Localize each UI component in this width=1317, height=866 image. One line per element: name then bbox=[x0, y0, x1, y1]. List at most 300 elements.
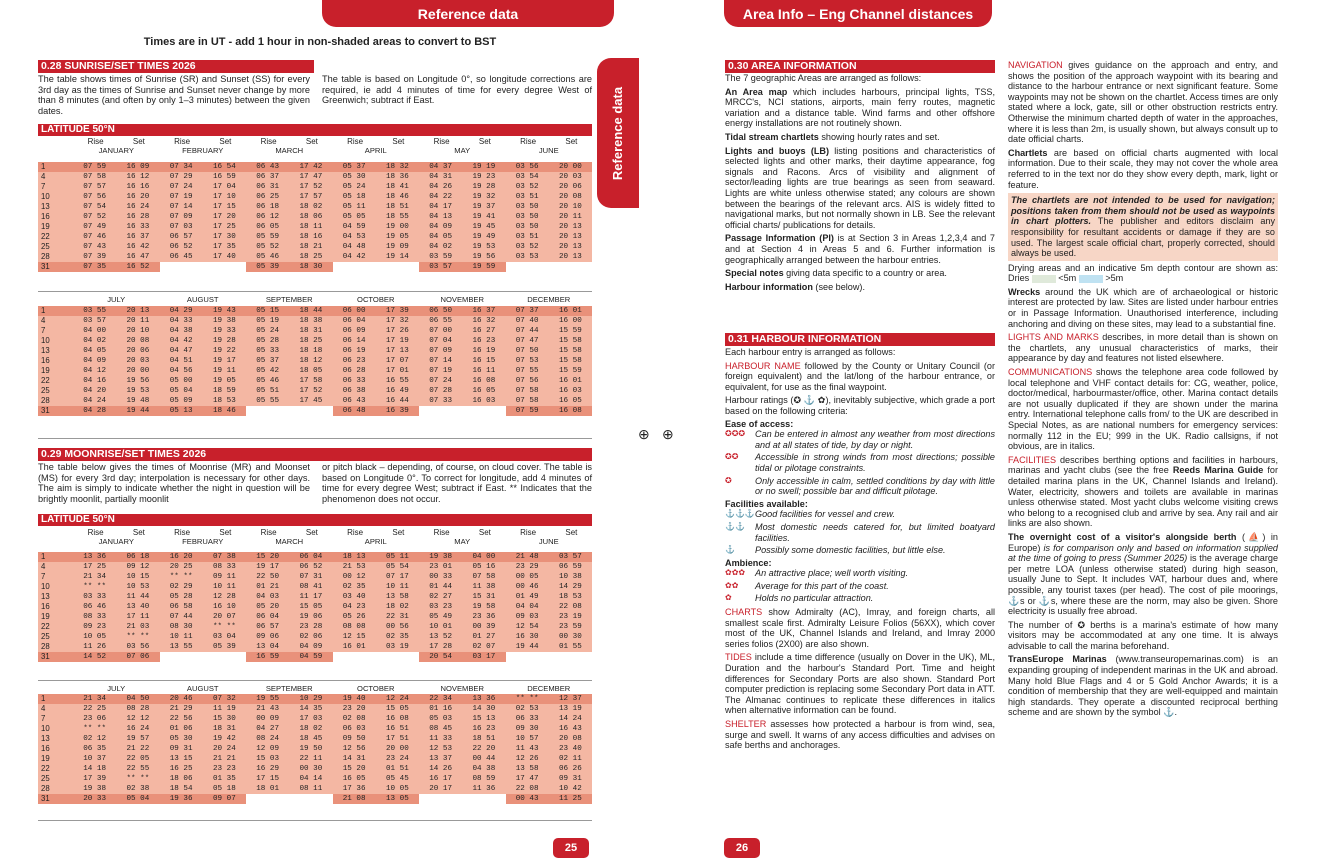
time-cell: 07 44 bbox=[506, 326, 549, 336]
time-cell: 21 48 bbox=[506, 552, 549, 562]
table-row bbox=[38, 182, 592, 192]
month-col bbox=[506, 137, 593, 157]
time-cell: 11 19 bbox=[203, 704, 246, 714]
time-cell: 04 09 bbox=[419, 222, 462, 232]
day-number: 22 bbox=[38, 622, 73, 632]
month-header bbox=[73, 137, 592, 157]
time-cell: 05 16 bbox=[462, 562, 505, 572]
list-text: Can be entered in almost any weather from most directions and at all states of tide, by day or night. bbox=[755, 429, 995, 450]
time-cell: 16 01 bbox=[549, 306, 592, 316]
time-cell: 23 23 bbox=[203, 764, 246, 774]
table-row bbox=[38, 262, 592, 272]
time-cell: 23 20 bbox=[333, 704, 376, 714]
time-cell: 19 48 bbox=[116, 396, 159, 406]
day-number: 22 bbox=[38, 232, 73, 242]
time-cell: 18 25 bbox=[289, 252, 332, 262]
time-cell: 04 48 bbox=[333, 242, 376, 252]
time-cell: 16 05 bbox=[333, 774, 376, 784]
time-cell: 04 27 bbox=[246, 724, 289, 734]
time-cell: 07 24 bbox=[160, 182, 203, 192]
time-cell: 03 55 bbox=[73, 306, 116, 316]
month-name: JUNE bbox=[538, 146, 559, 155]
time-cell: 05 24 bbox=[333, 182, 376, 192]
table-row bbox=[38, 232, 592, 242]
rise-label: Rise bbox=[260, 137, 277, 146]
time-cell: 06 37 bbox=[246, 172, 289, 182]
time-cell: 02 11 bbox=[549, 754, 592, 764]
time-cell: 05 59 bbox=[246, 232, 289, 242]
time-cell: 20 10 bbox=[549, 202, 592, 212]
time-cell: 05 18 bbox=[333, 192, 376, 202]
time-cell: 23 24 bbox=[376, 754, 419, 764]
time-cell: 04 33 bbox=[160, 316, 203, 326]
time-cell: 20 08 bbox=[116, 336, 159, 346]
time-cell: 20 13 bbox=[549, 222, 592, 232]
time-cell: ** ** bbox=[73, 724, 116, 734]
day-number: 4 bbox=[38, 704, 73, 714]
time-cell: 16 23 bbox=[462, 336, 505, 346]
table-row bbox=[38, 602, 592, 612]
time-cell: 09 11 bbox=[203, 572, 246, 582]
time-cell: 01 06 bbox=[160, 724, 203, 734]
time-cell: 10 57 bbox=[506, 734, 549, 744]
time-cell: 03 56 bbox=[506, 162, 549, 172]
time-cell: 07 50 bbox=[506, 346, 549, 356]
time-cell: 13 37 bbox=[419, 754, 462, 764]
time-cell: 17 47 bbox=[506, 774, 549, 784]
rise-label: Rise bbox=[433, 528, 450, 537]
time-cell: 17 57 bbox=[289, 192, 332, 202]
list-entry bbox=[725, 593, 995, 604]
table-divider bbox=[38, 820, 592, 821]
time-cell: 04 59 bbox=[333, 222, 376, 232]
time-cell: 15 05 bbox=[376, 704, 419, 714]
time-cell: 16 37 bbox=[462, 306, 505, 316]
dries-swatch bbox=[1032, 275, 1056, 283]
time-cell: 22 20 bbox=[462, 744, 505, 754]
time-cell: 07 04 bbox=[419, 336, 462, 346]
time-cell: 19 05 bbox=[376, 232, 419, 242]
month-header bbox=[73, 684, 592, 693]
time-cell: 07 37 bbox=[506, 306, 549, 316]
time-cell: 19 17 bbox=[246, 562, 289, 572]
time-cell: 02 29 bbox=[160, 582, 203, 592]
list-entry bbox=[725, 509, 995, 520]
table-row bbox=[38, 622, 592, 632]
time-cell: 04 16 bbox=[73, 376, 116, 386]
time-cell: 18 06 bbox=[160, 774, 203, 784]
time-cell: 16 54 bbox=[203, 162, 246, 172]
time-cell bbox=[506, 652, 549, 662]
time-cell: 03 57 bbox=[73, 316, 116, 326]
table-row bbox=[38, 212, 592, 222]
time-cell: 20 25 bbox=[160, 562, 203, 572]
time-cell: 18 32 bbox=[376, 162, 419, 172]
month-name: MAY bbox=[454, 537, 471, 546]
time-cell: 04 05 bbox=[419, 232, 462, 242]
time-cell: 18 13 bbox=[333, 552, 376, 562]
day-number: 13 bbox=[38, 346, 73, 356]
time-cell: 15 03 bbox=[246, 754, 289, 764]
set-label: Set bbox=[565, 137, 578, 146]
time-cell: 04 12 bbox=[73, 366, 116, 376]
time-cell: 08 24 bbox=[246, 734, 289, 744]
time-cell: 17 19 bbox=[376, 336, 419, 346]
time-cell: 17 45 bbox=[289, 396, 332, 406]
rise-set-labels bbox=[73, 137, 160, 146]
time-cell: 15 58 bbox=[549, 346, 592, 356]
list-entry bbox=[725, 429, 995, 450]
time-cell: 16 19 bbox=[462, 346, 505, 356]
time-cell: 16 08 bbox=[549, 406, 592, 416]
month-name: APRIL bbox=[364, 537, 387, 546]
table-divider bbox=[38, 680, 592, 681]
time-cell: 11 38 bbox=[462, 582, 505, 592]
time-cell: 15 20 bbox=[246, 552, 289, 562]
time-cell: 05 13 bbox=[160, 406, 203, 416]
rating-symbol-icon: ✿✿✿ bbox=[725, 568, 746, 578]
time-cell: 12 56 bbox=[333, 744, 376, 754]
month-name: OCTOBER bbox=[357, 295, 395, 304]
time-cell: 21 22 bbox=[116, 744, 159, 754]
time-cell: 13 36 bbox=[462, 694, 505, 704]
time-cell: 05 55 bbox=[246, 396, 289, 406]
time-cell: 00 05 bbox=[506, 572, 549, 582]
time-cell: 05 24 bbox=[246, 326, 289, 336]
month-name: NOVEMBER bbox=[440, 295, 484, 304]
time-cell: 19 57 bbox=[116, 734, 159, 744]
time-cell: 05 11 bbox=[376, 552, 419, 562]
time-cell: 19 40 bbox=[333, 694, 376, 704]
time-cell: 04 51 bbox=[160, 356, 203, 366]
time-cell: 22 31 bbox=[376, 612, 419, 622]
time-cell: 22 34 bbox=[419, 694, 462, 704]
time-cell: 19 42 bbox=[203, 734, 246, 744]
month-col bbox=[419, 528, 506, 548]
time-cell: 16 05 bbox=[549, 396, 592, 406]
time-cell: 07 58 bbox=[73, 172, 116, 182]
month-name: MARCH bbox=[275, 146, 304, 155]
time-cell: 17 10 bbox=[203, 192, 246, 202]
table-divider bbox=[38, 291, 592, 292]
time-cell: 16 16 bbox=[116, 182, 159, 192]
time-cell: 05 05 bbox=[333, 212, 376, 222]
month-name: MAY bbox=[454, 146, 471, 155]
time-cell: 19 49 bbox=[462, 232, 505, 242]
time-cell: 16 55 bbox=[376, 376, 419, 386]
list-text: Accessible in strong winds from most directions; possible tidal or pilotage constraints. bbox=[755, 452, 995, 473]
moon-title: 0.29 MOONRISE/SET TIMES 2026 bbox=[38, 448, 592, 461]
time-cell: 04 17 bbox=[419, 202, 462, 212]
time-cell: 16 08 bbox=[462, 376, 505, 386]
day-number: 25 bbox=[38, 242, 73, 252]
set-label: Set bbox=[305, 137, 318, 146]
time-cell: 18 31 bbox=[203, 724, 246, 734]
time-cell bbox=[203, 652, 246, 662]
time-cell: 08 45 bbox=[419, 724, 462, 734]
time-cell: 15 05 bbox=[289, 602, 332, 612]
time-cell bbox=[462, 794, 505, 804]
time-cell: 06 59 bbox=[549, 562, 592, 572]
time-cell: 21 34 bbox=[73, 694, 116, 704]
time-cell: 07 39 bbox=[73, 252, 116, 262]
crosshair-icon: ⊕ bbox=[638, 426, 650, 442]
right-banner: Area Info – Eng Channel distances bbox=[724, 0, 992, 27]
time-cell: 06 26 bbox=[549, 764, 592, 774]
time-cell: 01 21 bbox=[246, 582, 289, 592]
time-cell: 16 59 bbox=[203, 172, 246, 182]
time-cell: 17 11 bbox=[116, 612, 159, 622]
time-cell bbox=[549, 652, 592, 662]
time-cell: 06 33 bbox=[506, 714, 549, 724]
day-number: 10 bbox=[38, 192, 73, 202]
time-cell: 18 31 bbox=[289, 326, 332, 336]
harbour-title: 0.31 HARBOUR INFORMATION bbox=[725, 333, 995, 346]
list-entry bbox=[725, 476, 995, 497]
month-name: SEPTEMBER bbox=[265, 684, 313, 693]
day-number: 10 bbox=[38, 582, 73, 592]
day-number: 7 bbox=[38, 714, 73, 724]
time-cell: 07 58 bbox=[506, 396, 549, 406]
time-cell: 03 50 bbox=[506, 212, 549, 222]
rating-symbol-icon: ⚓ bbox=[725, 545, 735, 555]
month-name: JUNE bbox=[538, 537, 559, 546]
time-cell: 21 03 bbox=[116, 622, 159, 632]
right-column: NAVIGATION gives guidance on the approach and entry, and shows the position of the approach waypoint with its bearing and distance to the harbour entrance or next significant feature. Some waypoints may not be shown on the chartlet. Access times are only stated where a lock, gate, sill or other obstruction restricts entry. Otherwise the minimum charted depth of water in the approaches, where it is less than 2m, is usually shown, but always consult up to date official charts. Chartlets are based on official charts augmented with local information. Due to their scale, they may not cover the whole area referred to in the text nor do they show every depth, mark, light or feature. The chartlets are not intended to be used for navigation; positions taken from them should not be used as waypoints in chart plotters. The publisher and editors disclaim any responsibility for resultant accidents or damage if they are so used. The largest scale official chart, properly corrected, should always be used. Drying areas and an indicative 5m depth contour are shown as: Dries <5m >5m Wrecks around the UK which are of archaeological or historic interest are protected by law. Sites are listed under harbour entries or in Passage Information. Unauthorised interference, including anchoring and diving on these sites, may lead to a substantial fine. LIGHTS AND MARKS describes, in more detail than is shown on the chartlets, any unusual characteristics of marks, their appearance by day and features not listed elsewhere. COMMUNICATIONS shows the telephone area code followed by local telephone and VHF contact details for: CG, weather, police, doctor/medical, harbourmaster/office, other. Marina contact details are not usually duplicated if they are shown under the marina entry. International telephone calls from/ to the UK are described in Special Notes, as are national numbers for emergency services: normally 112 in the EU; 999 in the UK. Radio callsigns, if not obvious, are in italics. FACILITIES describes berthing options and facilities in harbours, marinas and yacht clubs (see the free Reeds Marina Guide for detailed marina plans in the UK, Channel Islands and Ireland). Water, electricity, showers and toilets are available in marinas unless otherwise stated. Most yacht clubs welcome visiting crews who belong to a recognised club and arrive by sea. Any rail and air links are also shown. The overnight cost of a visitor's alongside berth (⛵) in Europe) is for comparison only and based on information supplied at the time of going to press (Summer 2025) is the average charge per metre LOA (unless otherwise stated) during high season, usually June to Sept. It includes VAT, harbour dues and, where possible, any tourist taxes (per head). The cost of pile moorings, ⚓s or ⚓s, where these are the norm, may also be given. Shore electricity is usually free abroad. The number of ✪ berths is a marina's estimate of how many visitors may be accommodated at any one time. It is always advisable to call the marina beforehand. TransEurope Marinas (www.transeuropemarinas.com) is an expanding grouping of independent marinas in the UK and abroad. Many hold Blue Flags and 4 or 5 Gold Anchor Awards; it is a condition of membership that they are well-equipped and maintain high standards. They operate a discounted reciprocal berthing scheme and are shown by the symbol ⚓. bbox=[1008, 60, 1279, 718]
month-col bbox=[73, 528, 160, 548]
time-cell: 06 25 bbox=[246, 192, 289, 202]
table-row bbox=[38, 346, 592, 356]
time-cell: 03 57 bbox=[419, 262, 462, 272]
time-cell: 20 13 bbox=[549, 232, 592, 242]
time-cell: 04 42 bbox=[333, 252, 376, 262]
table-row bbox=[38, 306, 592, 316]
time-cell: 09 03 bbox=[506, 612, 549, 622]
time-cell: 04 47 bbox=[160, 346, 203, 356]
time-cell: 08 59 bbox=[462, 774, 505, 784]
set-label: Set bbox=[219, 528, 232, 537]
time-cell: 15 59 bbox=[549, 326, 592, 336]
month-name: APRIL bbox=[364, 146, 387, 155]
time-cell: 05 54 bbox=[376, 562, 419, 572]
time-cell: 16 15 bbox=[462, 356, 505, 366]
list-text: Possibly some domestic facilities, but little else. bbox=[755, 545, 946, 556]
time-cell: 17 30 bbox=[203, 232, 246, 242]
day-number: 19 bbox=[38, 754, 73, 764]
table-row bbox=[38, 336, 592, 346]
time-cell: 07 24 bbox=[419, 376, 462, 386]
time-cell: 16 23 bbox=[462, 724, 505, 734]
time-cell: 22 25 bbox=[73, 704, 116, 714]
rise-set-labels bbox=[160, 137, 247, 146]
table-row bbox=[38, 562, 592, 572]
time-cell: 16 00 bbox=[549, 316, 592, 326]
month-name: JANUARY bbox=[98, 146, 134, 155]
time-cell: 17 52 bbox=[289, 182, 332, 192]
day-number: 22 bbox=[38, 376, 73, 386]
time-cell: 11 36 bbox=[462, 784, 505, 794]
time-cell: 05 30 bbox=[160, 734, 203, 744]
time-cell: ** ** bbox=[203, 622, 246, 632]
time-cell: 18 53 bbox=[203, 396, 246, 406]
table-row bbox=[38, 642, 592, 652]
table-row bbox=[38, 242, 592, 252]
time-cell: 07 55 bbox=[506, 366, 549, 376]
time-cell: 09 31 bbox=[549, 774, 592, 784]
list-entry bbox=[725, 568, 995, 579]
time-cell: 10 38 bbox=[549, 572, 592, 582]
time-cell: 07 09 bbox=[160, 212, 203, 222]
time-cell: 07 31 bbox=[289, 572, 332, 582]
time-cell: 03 53 bbox=[506, 252, 549, 262]
time-cell: 18 11 bbox=[289, 222, 332, 232]
time-cell: 00 33 bbox=[419, 572, 462, 582]
time-cell: 07 59 bbox=[506, 406, 549, 416]
set-label: Set bbox=[132, 137, 145, 146]
time-cell: 05 51 bbox=[246, 386, 289, 396]
time-cell: 20 11 bbox=[116, 316, 159, 326]
time-cell: 05 30 bbox=[333, 172, 376, 182]
table-row bbox=[38, 572, 592, 582]
time-cell bbox=[246, 794, 289, 804]
time-cell: 20 10 bbox=[116, 326, 159, 336]
rise-set-labels bbox=[160, 528, 247, 537]
time-cell: 03 56 bbox=[116, 642, 159, 652]
time-cell: 07 09 bbox=[419, 346, 462, 356]
table-row bbox=[38, 694, 592, 704]
day-number: 7 bbox=[38, 326, 73, 336]
time-cell: 18 16 bbox=[289, 232, 332, 242]
table-row bbox=[38, 396, 592, 406]
time-cell bbox=[419, 406, 462, 416]
time-cell: 07 58 bbox=[462, 572, 505, 582]
time-cell: 19 53 bbox=[462, 242, 505, 252]
time-cell: 01 51 bbox=[376, 764, 419, 774]
time-cell: 12 28 bbox=[203, 592, 246, 602]
time-cell: 20 11 bbox=[549, 212, 592, 222]
time-cell: 00 56 bbox=[376, 622, 419, 632]
time-cell: 05 37 bbox=[246, 356, 289, 366]
table-row bbox=[38, 252, 592, 262]
time-cell: 17 52 bbox=[289, 386, 332, 396]
time-cell: 19 36 bbox=[160, 794, 203, 804]
time-cell: 05 46 bbox=[246, 252, 289, 262]
time-cell: 16 47 bbox=[116, 252, 159, 262]
time-cell: 17 39 bbox=[376, 306, 419, 316]
time-cell: 16 25 bbox=[160, 764, 203, 774]
time-cell: 21 08 bbox=[333, 794, 376, 804]
time-cell: 17 26 bbox=[376, 326, 419, 336]
time-cell: 18 54 bbox=[160, 784, 203, 794]
time-cell: 16 59 bbox=[246, 652, 289, 662]
month-name: SEPTEMBER bbox=[265, 295, 313, 304]
crosshair-icon: ⊕ bbox=[662, 426, 674, 442]
time-cell: 04 14 bbox=[289, 774, 332, 784]
time-cell: 20 13 bbox=[549, 242, 592, 252]
time-cell: 14 26 bbox=[419, 764, 462, 774]
time-cell: 00 30 bbox=[549, 632, 592, 642]
time-cell: 08 28 bbox=[116, 704, 159, 714]
time-cell: 11 44 bbox=[116, 592, 159, 602]
time-cell: 06 03 bbox=[333, 724, 376, 734]
time-cell: 13 55 bbox=[160, 642, 203, 652]
month-col bbox=[246, 528, 333, 548]
set-label: Set bbox=[392, 528, 405, 537]
rise-set-labels bbox=[419, 137, 506, 146]
time-cell: 10 15 bbox=[116, 572, 159, 582]
time-cell: 06 43 bbox=[246, 162, 289, 172]
list-text: Average for this part of the coast. bbox=[755, 580, 889, 591]
time-cell: 16 20 bbox=[160, 552, 203, 562]
time-cell: 05 46 bbox=[246, 376, 289, 386]
time-cell: 05 28 bbox=[160, 592, 203, 602]
time-cell: 15 58 bbox=[549, 336, 592, 346]
time-cell: 22 56 bbox=[160, 714, 203, 724]
time-cell: 06 31 bbox=[246, 182, 289, 192]
day-number: 1 bbox=[38, 306, 73, 316]
table-row bbox=[38, 356, 592, 366]
time-cell: 06 52 bbox=[289, 562, 332, 572]
time-cell: 19 55 bbox=[246, 694, 289, 704]
time-cell: 07 53 bbox=[506, 356, 549, 366]
time-cell: 10 37 bbox=[73, 754, 116, 764]
time-cell: 18 53 bbox=[549, 592, 592, 602]
time-cell: 18 51 bbox=[462, 734, 505, 744]
time-cell: 13 15 bbox=[160, 754, 203, 764]
time-cell: 07 19 bbox=[419, 366, 462, 376]
time-cell: 19 38 bbox=[73, 784, 116, 794]
month-name: JULY bbox=[107, 684, 126, 693]
time-cell: 11 25 bbox=[549, 794, 592, 804]
time-cell: 18 02 bbox=[289, 202, 332, 212]
time-cell: 09 06 bbox=[246, 632, 289, 642]
time-cell: 08 41 bbox=[289, 582, 332, 592]
time-cell: 07 34 bbox=[160, 162, 203, 172]
time-cell: 05 04 bbox=[116, 794, 159, 804]
rise-label: Rise bbox=[260, 528, 277, 537]
time-cell: 10 05 bbox=[73, 632, 116, 642]
time-cell bbox=[333, 652, 376, 662]
day-number: 19 bbox=[38, 366, 73, 376]
time-cell: 07 59 bbox=[73, 162, 116, 172]
table-row bbox=[38, 222, 592, 232]
time-cell: 04 23 bbox=[333, 602, 376, 612]
time-cell: 19 05 bbox=[203, 376, 246, 386]
time-cell: 19 56 bbox=[116, 376, 159, 386]
time-cell: 08 30 bbox=[160, 622, 203, 632]
time-cell: ** ** bbox=[116, 632, 159, 642]
rise-label: Rise bbox=[347, 137, 364, 146]
time-cell bbox=[160, 262, 203, 272]
time-cell: 08 33 bbox=[203, 562, 246, 572]
list-text: Only accessible in calm, settled conditions by day with little or no swell; possible bar and difficult pilotage. bbox=[755, 475, 995, 497]
rise-set-labels bbox=[419, 528, 506, 537]
time-cell: 12 54 bbox=[506, 622, 549, 632]
time-cell: 16 44 bbox=[376, 396, 419, 406]
time-cell: 06 09 bbox=[333, 326, 376, 336]
time-cell: 16 20 bbox=[116, 192, 159, 202]
time-cell: 18 21 bbox=[289, 242, 332, 252]
page-number-left: 25 bbox=[553, 838, 589, 858]
time-cell: 15 31 bbox=[462, 592, 505, 602]
ut-note: Times are in UT - add 1 hour in non-shaded areas to convert to BST bbox=[143, 36, 497, 48]
time-cell: 19 44 bbox=[506, 642, 549, 652]
table-row bbox=[38, 724, 592, 734]
list-text: Holds no particular attraction. bbox=[755, 593, 874, 604]
table-row bbox=[38, 734, 592, 744]
time-cell: 11 26 bbox=[73, 642, 116, 652]
time-cell: 06 57 bbox=[246, 622, 289, 632]
